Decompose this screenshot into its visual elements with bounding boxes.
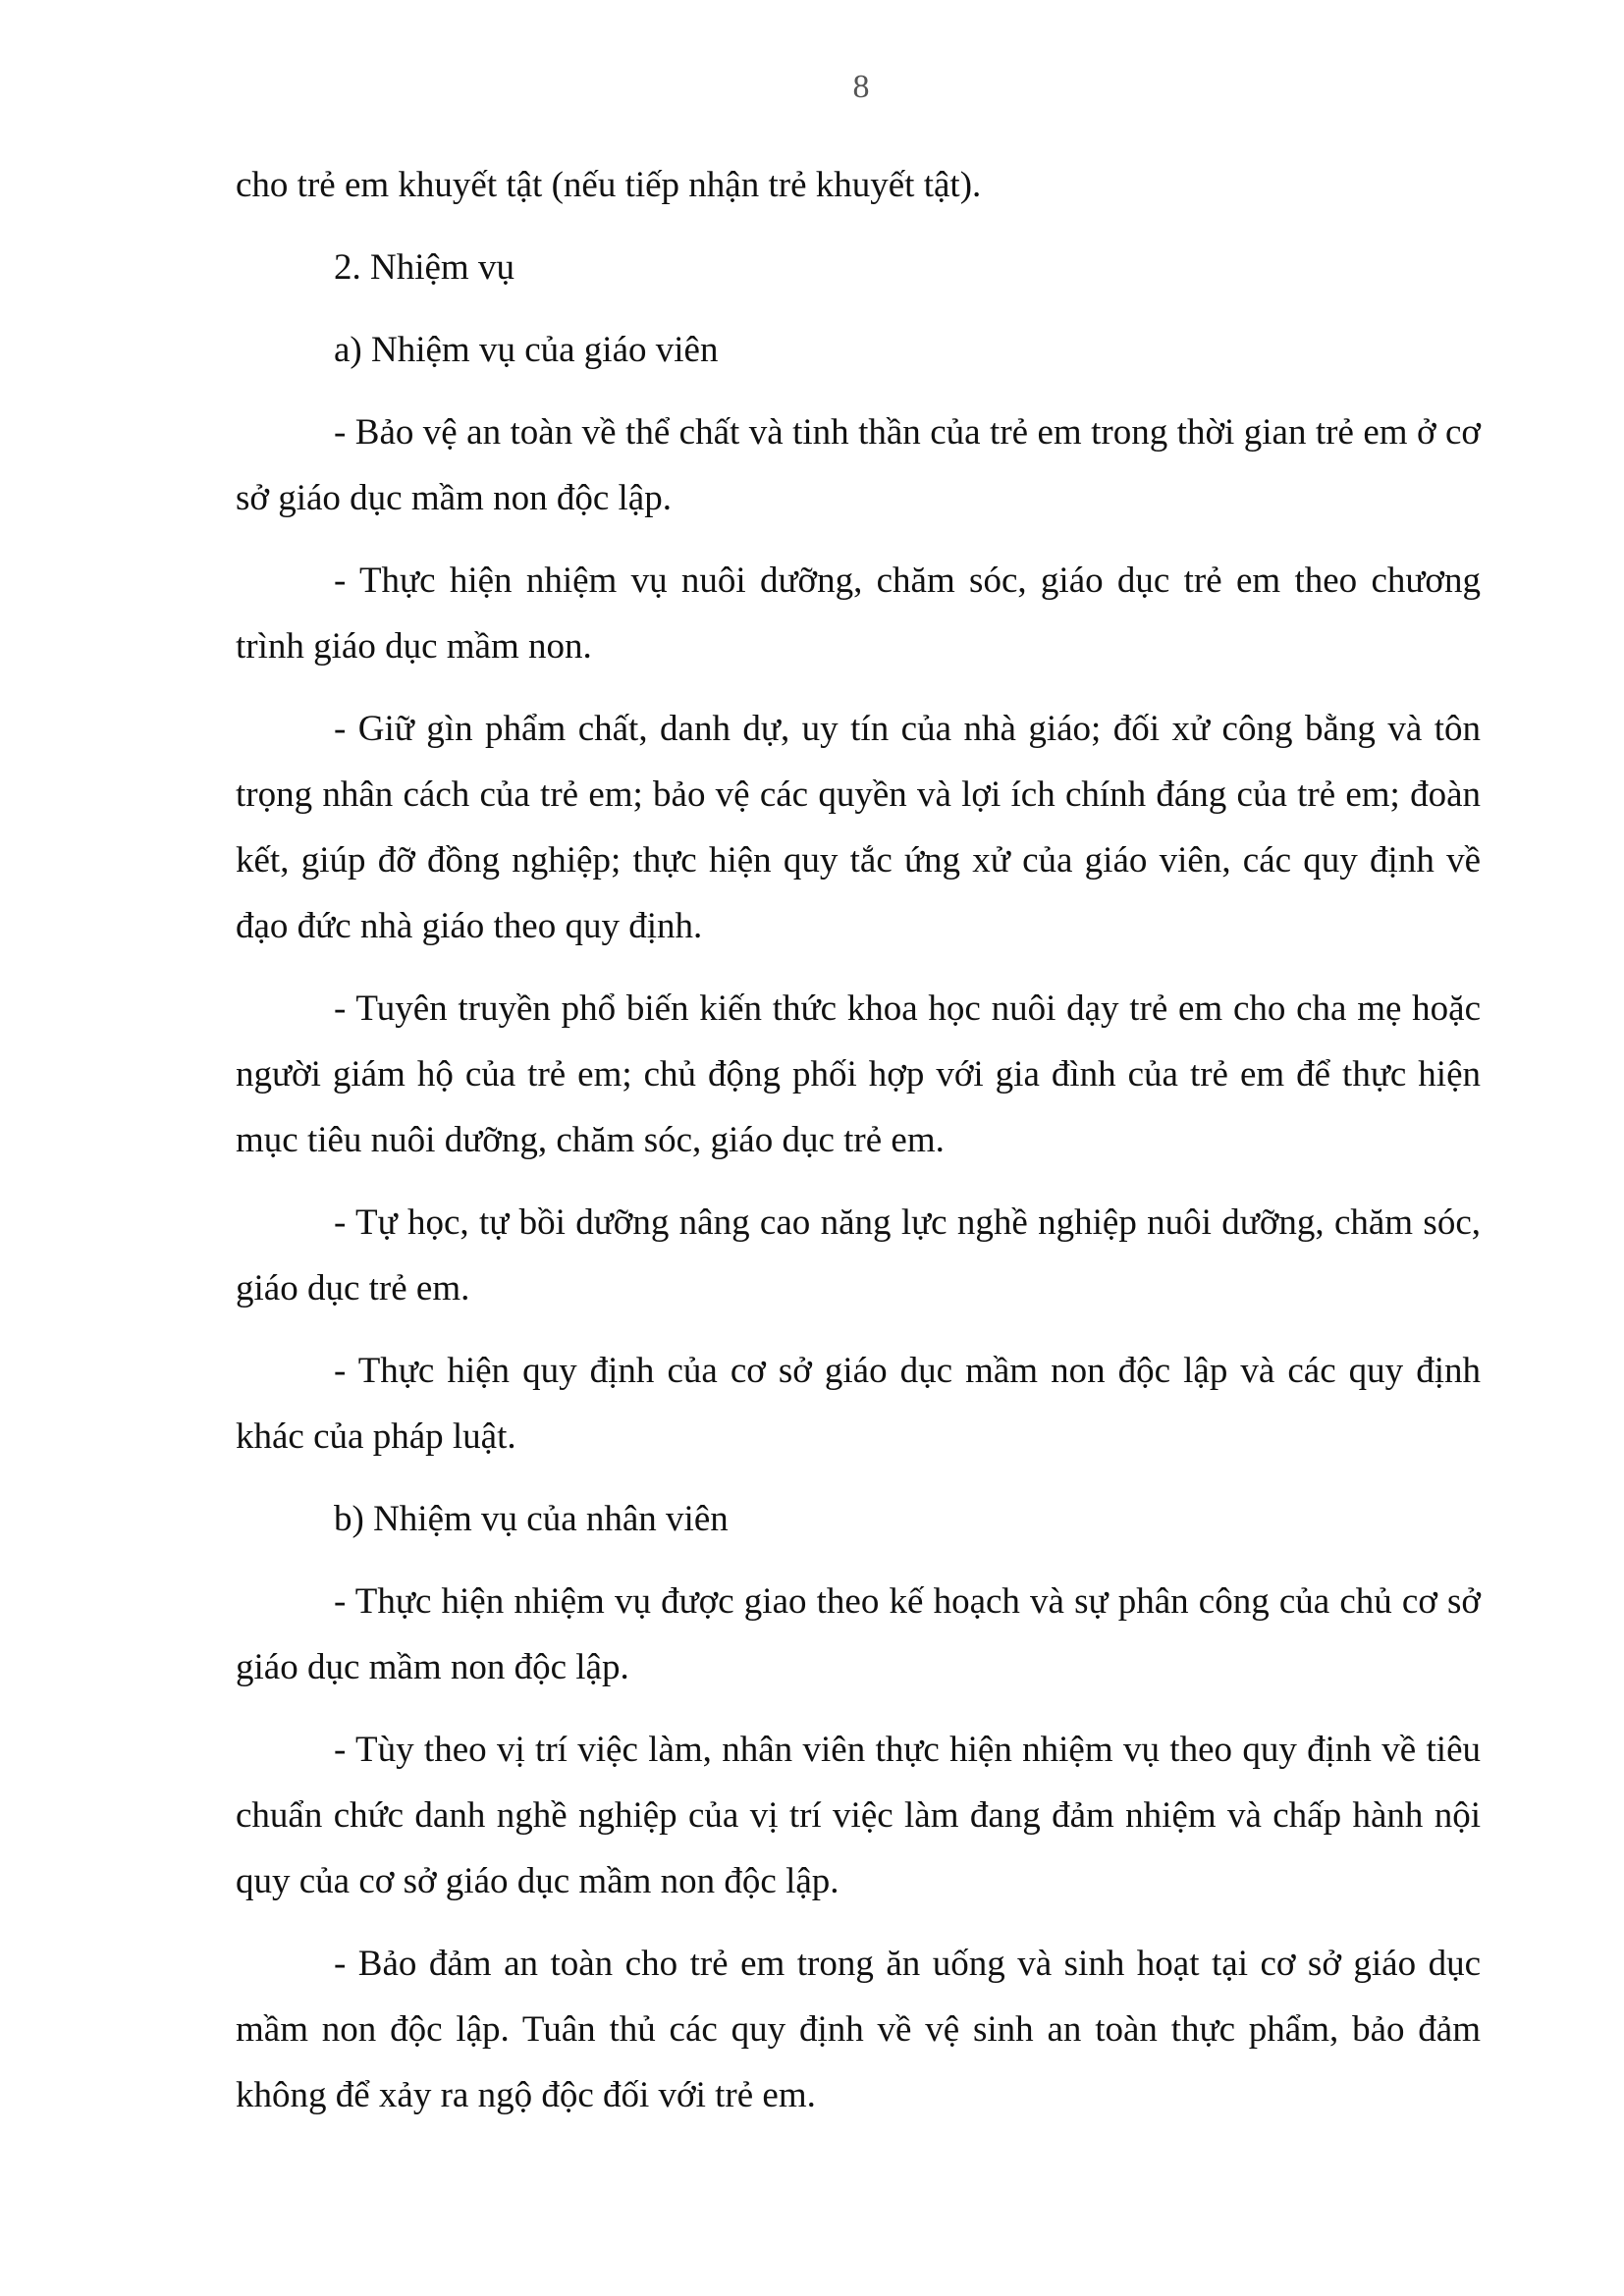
body-paragraph: - Tùy theo vị trí việc làm, nhân viên thực hiện nhiệm vụ theo quy định về tiêu chuẩn chức danh nghề nghiệp của vị trí việc làm đang đảm nhiệm và chấp hành nội quy của cơ sở giáo dục mầm non độc lập. [236,1730,1481,1901]
body-paragraph: - Bảo đảm an toàn cho trẻ em trong ăn uống và sinh hoạt tại cơ sở giáo dục mầm non độc lập. Tuân thủ các quy định về vệ sinh an toàn thực phẩm, bảo đảm không để xảy ra ngộ độc đối với trẻ em. [236,1944,1481,2115]
section-heading: 2. Nhiệm vụ [334,247,514,288]
page-number: 8 [852,69,870,105]
section-heading: a) Nhiệm vụ của giáo viên [334,330,719,370]
body-paragraph: - Tuyên truyền phổ biến kiến thức khoa học nuôi dạy trẻ em cho cha mẹ hoặc người giám hộ của trẻ em; chủ động phối hợp với gia đình của trẻ em để thực hiện mục tiêu nuôi dưỡng, chăm sóc, giáo dục trẻ em. [236,988,1481,1160]
body-paragraph: - Thực hiện nhiệm vụ được giao theo kế hoạch và sự phân công của chủ cơ sở giáo dục mầm non độc lập. [236,1581,1481,1687]
body-paragraph: - Bảo vệ an toàn về thể chất và tinh thần của trẻ em trong thời gian trẻ em ở cơ sở giáo dục mầm non độc lập. [236,412,1481,518]
body-paragraph: - Thực hiện quy định của cơ sở giáo dục mầm non độc lập và các quy định khác của pháp luật. [236,1351,1481,1457]
body-paragraph: cho trẻ em khuyết tật (nếu tiếp nhận trẻ khuyết tật). [236,165,982,205]
body-paragraph: - Thực hiện nhiệm vụ nuôi dưỡng, chăm sóc, giáo dục trẻ em theo chương trình giáo dục mầm non. [236,561,1481,667]
body-paragraph: - Giữ gìn phẩm chất, danh dự, uy tín của nhà giáo; đối xử công bằng và tôn trọng nhân cách của trẻ em; bảo vệ các quyền và lợi ích chính đáng của trẻ em; đoàn kết, giúp đỡ đồng nghiệp; thực hiện quy tắc ứng xử của giáo viên, các quy định về đạo đức nhà giáo theo quy định. [236,709,1481,946]
body-paragraph: - Tự học, tự bồi dưỡng nâng cao năng lực nghề nghiệp nuôi dưỡng, chăm sóc, giáo dục trẻ em. [236,1202,1481,1308]
document-body [236,152,1481,2145]
section-heading: b) Nhiệm vụ của nhân viên [334,1499,729,1539]
